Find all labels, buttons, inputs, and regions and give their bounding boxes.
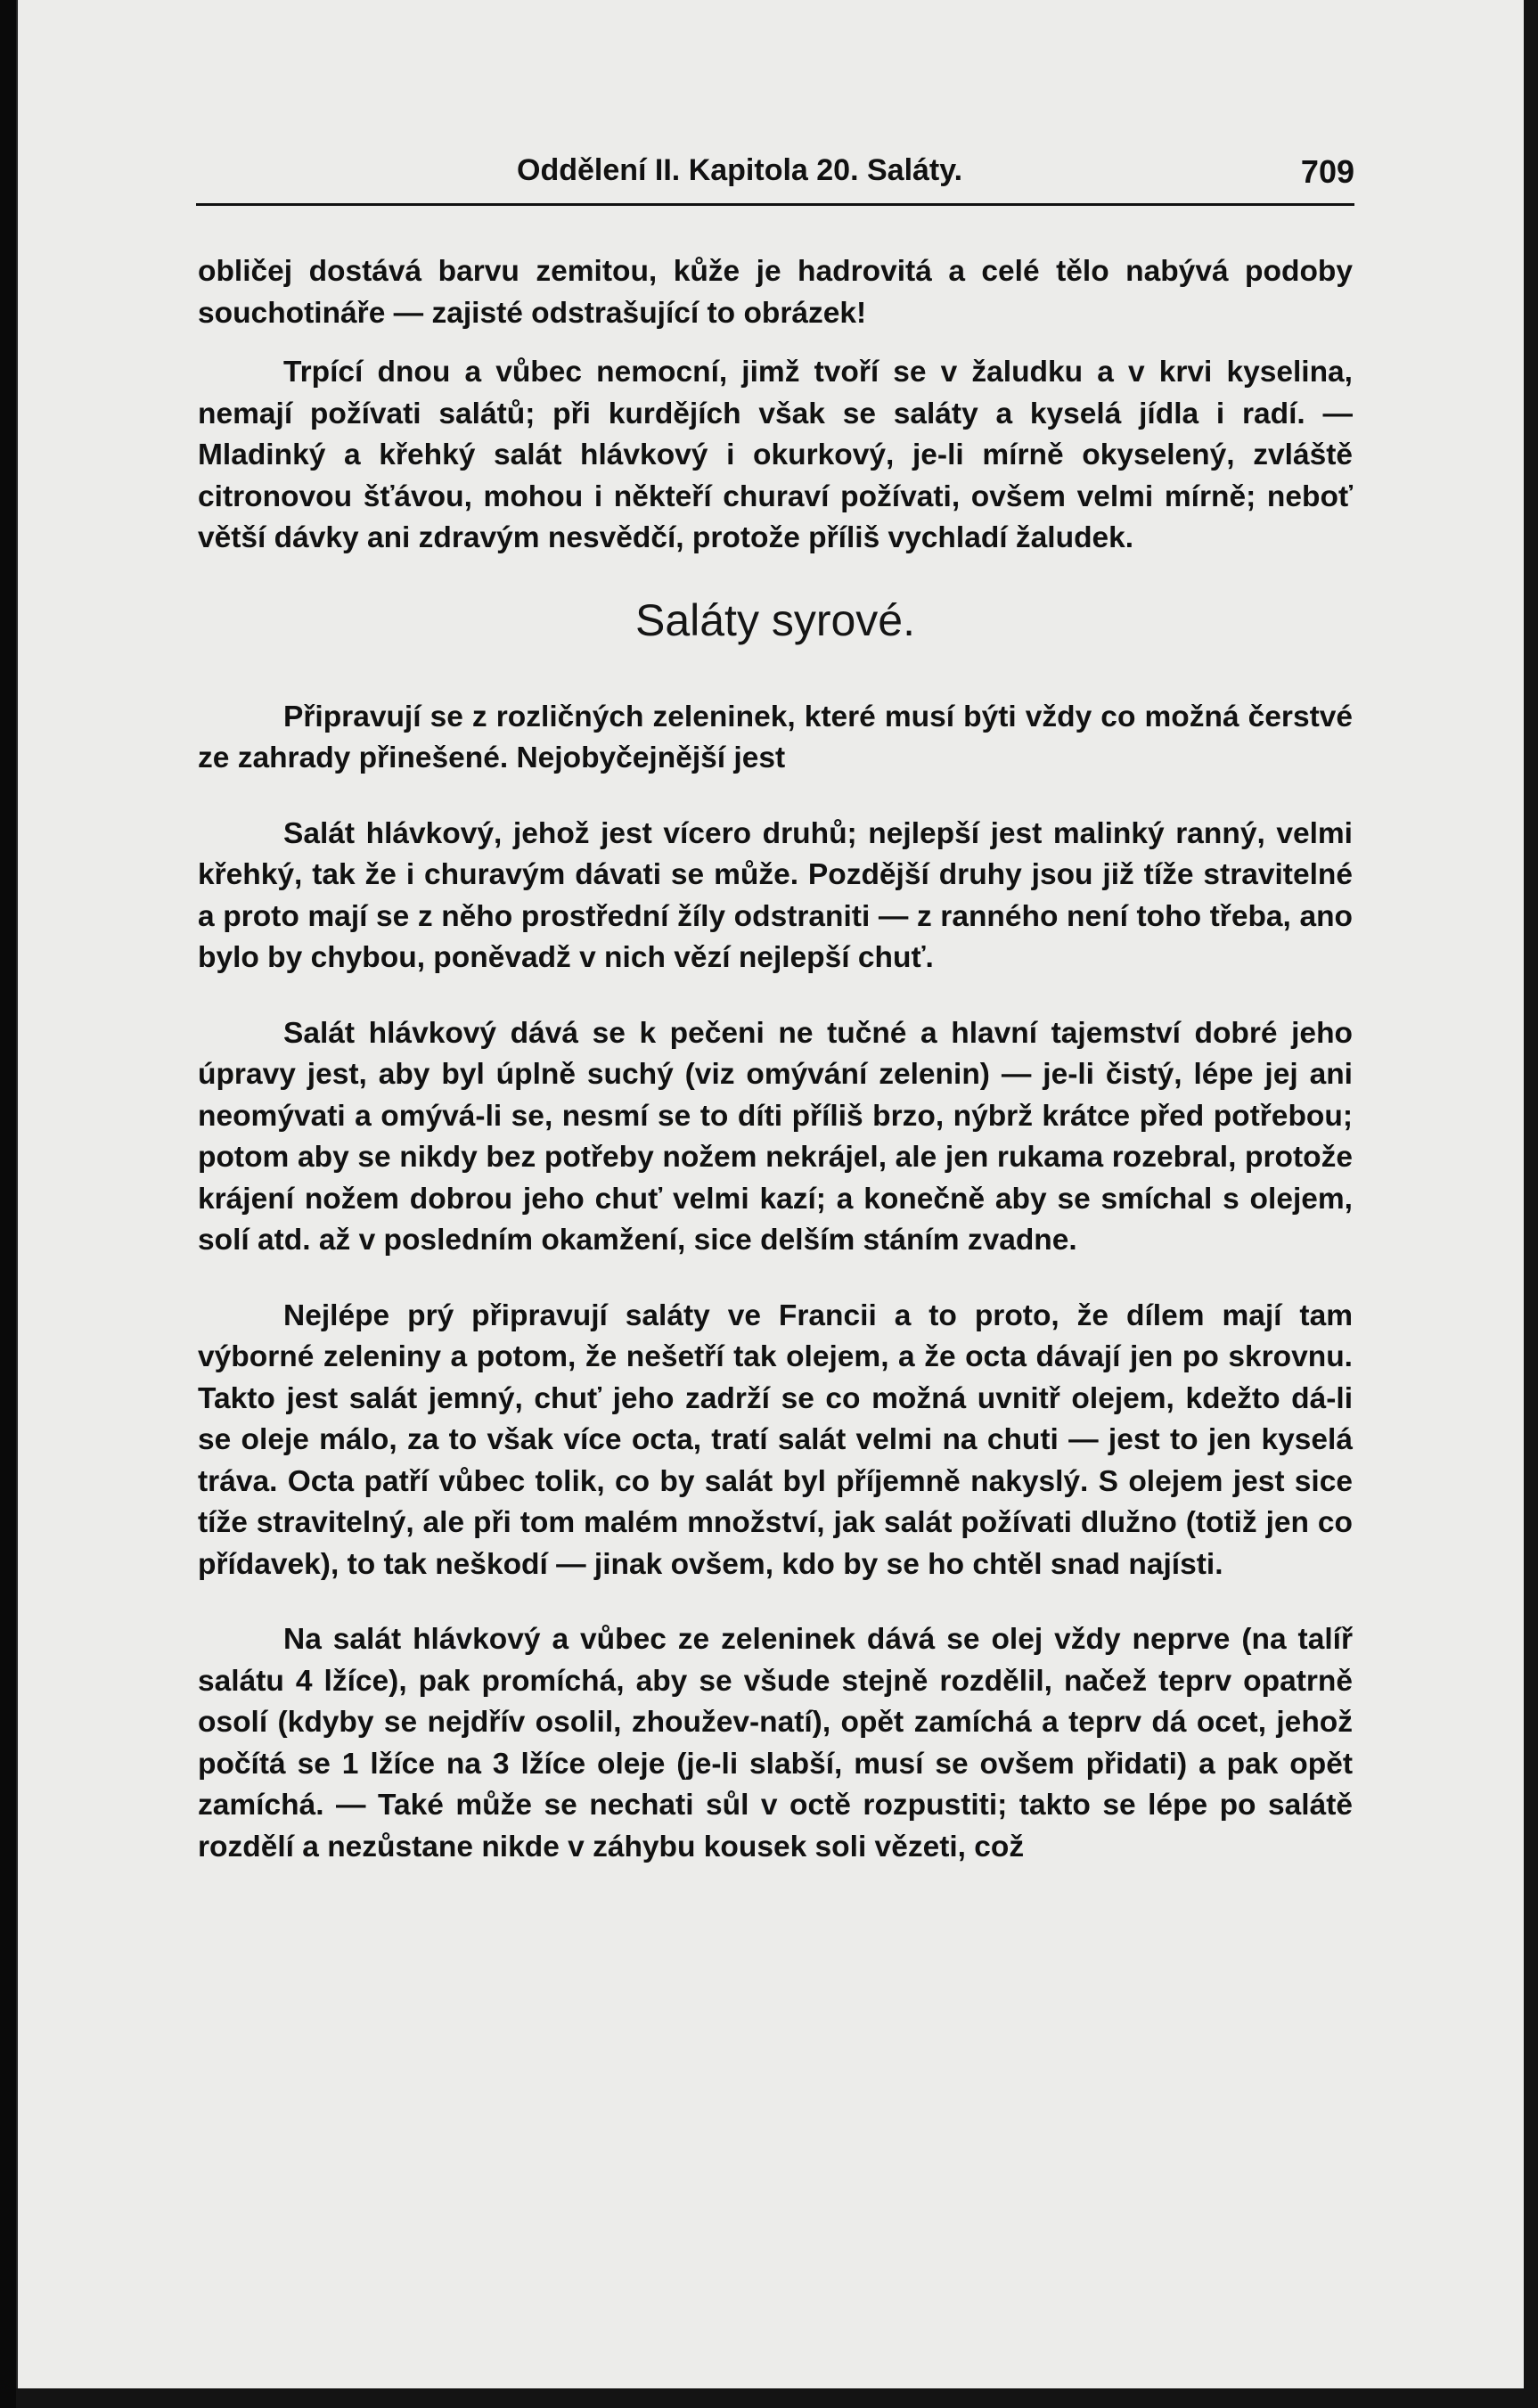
- header-rule: [196, 203, 1354, 206]
- paragraph-preparation: Salát hlávkový dává se k pečeni ne tučné a hlavní tajemství dobré jeho úpravy jest, aby byl úplně suchý (viz omývání zelenin) — je-li čistý, lépe jej ani neomývati a omývá-li se, nesmí se to díti příliš brzo, nýbrž krátce před potřebou; potom aby se nikdy bez potřeby nožem nekrájel, ale jen rukama rozebral, protože krájení nožem dobrou jeho chuť velmi kazí; a konečně aby se smíchal s olejem, solí atd. až v posledním okamžení, sice delším stáním zvadne.: [198, 1016, 1353, 1257]
- section-title: Saláty syrové.: [634, 594, 915, 645]
- paragraph-lettuce: [198, 814, 1353, 979]
- page-header: [196, 153, 1354, 198]
- page-number: 709: [1300, 153, 1354, 190]
- lettuce-text: jehož jest vícero druhů; nejlepší jest malinký ranný, velmi křehký, tak že i churavým dávati se může. Pozdější druhy jsou již tíže stravitelné a proto mají se z něho prostřední žíly odstraniti — z ranného není toho třeba, ano bylo by chybou, poněvadž v nich vězí nejlepší chuť.: [198, 816, 1353, 974]
- body-text: [198, 251, 1353, 1902]
- paragraph-continued: obličej dostává barvu zemitou, kůže je hadrovitá a celé tělo nabývá podoby souchotináře — zajisté odstrašující to obrázek!: [198, 255, 1353, 330]
- paragraph-dressing: Na salát hlávkový a vůbec ze zeleninek dává se olej vždy neprve (na talíř salátu 4 lžíce), pak promíchá, aby se všude stejně rozdělil, načež teprv opatrně osolí (kdyby se nejdřív osolil, zhoužev-natí), opět zamíchá a teprv dá ocet, jehož počítá se 1 lžíce na 3 lžíce oleje (je-li slabší, musí se ovšem přidati) a pak opět zamíchá. — Také může se nechati sůl v octě rozpustiti; takto se lépe po salátě rozdělí a nezůstane nikde v záhybu kousek soli vězeti, což: [198, 1623, 1353, 1863]
- running-head: Oddělení II. Kapitola 20. Saláty.: [517, 153, 963, 187]
- scan-border: [0, 0, 16, 2408]
- paragraph-illness: Trpící dnou a vůbec nemocní, jimž tvoří se v žaludku a v krvi kyselina, nemají požívati salátů; při kurdějích však se saláty a kyselá jídla i radí. — Mladinký a křehký salát hlávkový i okurkový, je-li mírně okyselený, zvláště citronovou šťávou, mohou i někteří churaví požívati, ovšem velmi mírně; neboť větší dávky ani zdravým nesvědčí, protože příliš vychladí žaludek.: [198, 356, 1353, 554]
- paragraph-france: Nejlépe prý připravují saláty ve Francii a to proto, že dílem mají tam výborné zeleniny a potom, že nešetří tak olejem, a že octa dávají jen po skrovnu. Takto jest salát jemný, chuť jeho zadrží se co možná uvnitř olejem, kdežto dá-li se oleje málo, za to však více octa, tratí salát velmi na chuti — jest to jen kyselá tráva. Octa patří vůbec tolik, co by salát byl příjemně nakyslý. S olejem jest sice tíže stravitelný, ale při tom malém množství, jak salát požívati dlužno (totiž jen co přídavek), to tak neškodí — jinak ovšem, kdo by se ho chtěl snad najísti.: [198, 1298, 1353, 1581]
- run-in-heading: Salát hlávkový,: [283, 816, 503, 850]
- paragraph-intro: Připravují se z rozličných zeleninek, které musí býti vždy co možná čerstvé ze zahrady přinešené. Nejobyčejnější jest: [198, 700, 1353, 774]
- book-page: [16, 0, 1524, 2388]
